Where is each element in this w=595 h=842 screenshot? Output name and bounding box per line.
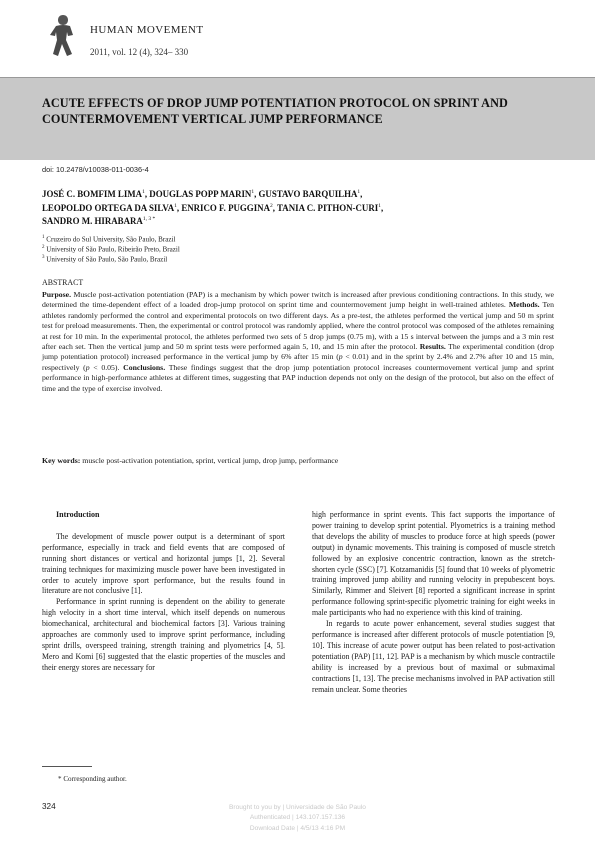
author-name: TANIA C. PITHON-CURI [277,202,379,213]
body-paragraph-continued: high performance in sprint events. This fact supports the importance of power training to develop sprint potential. Plyometrics is a training method that develops the ability of muscles to produce force at high speeds (power output) in dynamic movements. This training is composed of muscle stretch followed by an explosive concentric contraction, known as the stretch-shorten cycle (SSC) [7]. Kotzamanidis [5] found that 10 weeks of plyometric training improved jump ability and running velocity in prepubescent boys. Similarly, Rimmer and Sleivert [8] reported a significant increase in sprint performance following sprint-specific plyometric training for eight weeks in male participants who had no experience with this kind of training. [312,510,555,618]
affiliation-text: University of São Paulo, Ribeirão Preto, Brazil [46,245,180,254]
download-note-line: Authenticated | 143.107.157.136 [249,814,346,822]
author-affiliation-mark: 1 [174,202,177,209]
body-paragraph: In regards to acute power enhancement, several studies suggest that performance is increased after different protocols of muscle potentiation [9, 10]. This increase of acute power output has been related to post-activation potentiation (PAP) [11, 12]. PAP is a mechanism by which muscle contractile ability is increased by a previous bout of maximal or submaximal contractions [1, 13]. The precise mechanisms involved in PAP activation still remain unclear. Some theories [312,619,555,694]
download-note-line: Brought to you by | Universidade de São Paulo [229,804,366,811]
results-text: < 0.01) and in the sprint by 2.4% and 2.7% after 10 and 15 min, respectively ( [42,352,554,372]
affiliation-text: Cruzeiro do Sul University, São Paulo, Brazil [46,235,176,244]
body-paragraph: The development of muscle power output is a determinant of sport performance, especially in track and field events that are composed of running short distances or vertical and horizontal jumps [1, 2]. Several training techniques for maximizing muscle power have been investigated in order to acutely improve sport performance, but the results found in literature are not conclusive [1]. [42,531,285,596]
author-affiliation-mark: 1 [357,189,361,195]
keywords-label: Key words: [42,456,81,465]
author-affiliation-mark: 1, 3 * [142,216,156,223]
conclusions-text: These findings suggest that the drop jump potentiation protocol increases countermovement vertical jump and sprint performance in high-performance athletes at different times, suggesting that PAP induction depends not only on the design of the protocol, but also on the effect of time and the type of exercise involved. [42,362,554,393]
methods-text: Ten athletes randomly performed the control and experimental protocols on two different days. As a pre-test, the athletes performed the vertical jump and 50 m sprint test for preload measurements. Then, the experimental or control protocol was randomly applied, where the control protocol was composed of the athletes remaining at rest for 10 min. In the experimental protocol, the athletes performed two sets of 5 drop jumps (0.75 m), with a 15 s interval between the jumps and a 3 min rest after each set. Then the vertical jump and 50 m sprint tests were performed again 5, 10, and 15 min after the protocol. [42,300,554,352]
affiliation [42,255,167,263]
athlete-logo-icon [46,12,80,58]
author-affiliation-mark: 2 [270,202,273,209]
page-number: 324 [42,802,56,811]
right-column [312,510,555,695]
author-separator: , [360,188,363,199]
p-value-symbol: p [85,362,90,372]
purpose-text: Muscle post-activation potentiation (PAP) is a mechanism by which power twitch is increased after previous conditioning contractions. In this study, we determined the time-dependent effect of a loaded drop-jump protocol on sprint time and countermovement jump height in well-trained athletes. [42,290,554,310]
author-affiliation-mark: 1 [251,189,255,195]
footnote-divider [42,766,92,767]
p-value-symbol: p [338,352,343,362]
abstract-heading: ABSTRACT [42,278,84,287]
abstract-body [42,290,554,394]
download-note-line: Download Date | 4/5/13 4:16 PM [249,824,346,832]
affiliation [42,245,180,253]
author-separator: , [272,202,278,213]
keywords-text: muscle post-activation potentiation, sprint, vertical jump, drop jump, performance [82,456,339,465]
author-name: DOUGLAS POPP MARIN [149,188,252,199]
author-name: SANDRO M. HIRABARA [42,216,143,227]
introduction-heading: Introduction [56,510,100,519]
keywords [42,456,554,465]
results-text: The experimental condition (drop jump potentiation protocol) increased performance in the vertical jump by 6% after 15 min ( [42,342,554,362]
affiliation-mark: 2 [42,245,45,250]
author-affiliation-mark: 1 [142,189,145,195]
author-name: JOSÉ C. BOMFIM LIMA [42,188,143,199]
author-separator: , [380,202,384,213]
article-title: ACUTE EFFECTS OF DROP JUMP POTENTIATION PROTOCOL ON SPRINT AND COUNTERMOVEMENT VERTICAL JUMP PERFORMANCE [42,96,508,126]
doi-link[interactable]: doi: 10.2478/v10038-011-0036-4 [42,165,149,174]
affiliation [42,235,175,243]
download-watermark [0,803,595,834]
author-separator: , [144,188,150,199]
author-affiliation-mark: 1 [378,202,381,209]
left-column [42,510,285,674]
conclusions-label: Conclusions. [123,362,166,372]
author-name: ENRICO F. PUGGINA [181,202,270,213]
author-list [42,187,557,228]
journal-name: HUMAN MOVEMENT [90,24,204,36]
journal-issue: 2011, vol. 12 (4), 324– 330 [90,47,189,57]
affiliation-mark: 3 [42,255,45,260]
body-paragraph: Performance in sprint running is dependent on the ability to generate high velocity in a short time interval, which itself depends on numerous biomechanical, architectural and biochemical factors [3]. Various training approaches are commonly used to improve sprint performance, including sprint drills, overspeed training, strength training and plyometrics [4, 5]. Mero and Komi [6] suggested that the elastic properties of the muscles and their energy stores are necessary for [42,597,285,672]
author-name: LEOPOLDO ORTEGA DA SILVA [42,202,175,213]
author-separator: , [254,188,259,199]
affiliation-mark: 1 [42,235,45,240]
author-separator: , [176,202,182,213]
author-name: GUSTAVO BARQUILHA [258,188,358,199]
methods-label: Methods. [508,300,540,310]
journal-header [0,0,595,78]
corresponding-author-note: * Corresponding author. [58,775,127,783]
purpose-label: Purpose. [42,290,72,299]
results-text: < 0.05). [89,362,120,372]
results-label: Results. [419,342,446,352]
affiliation-text: University of São Paulo, São Paulo, Brazil [46,255,168,264]
